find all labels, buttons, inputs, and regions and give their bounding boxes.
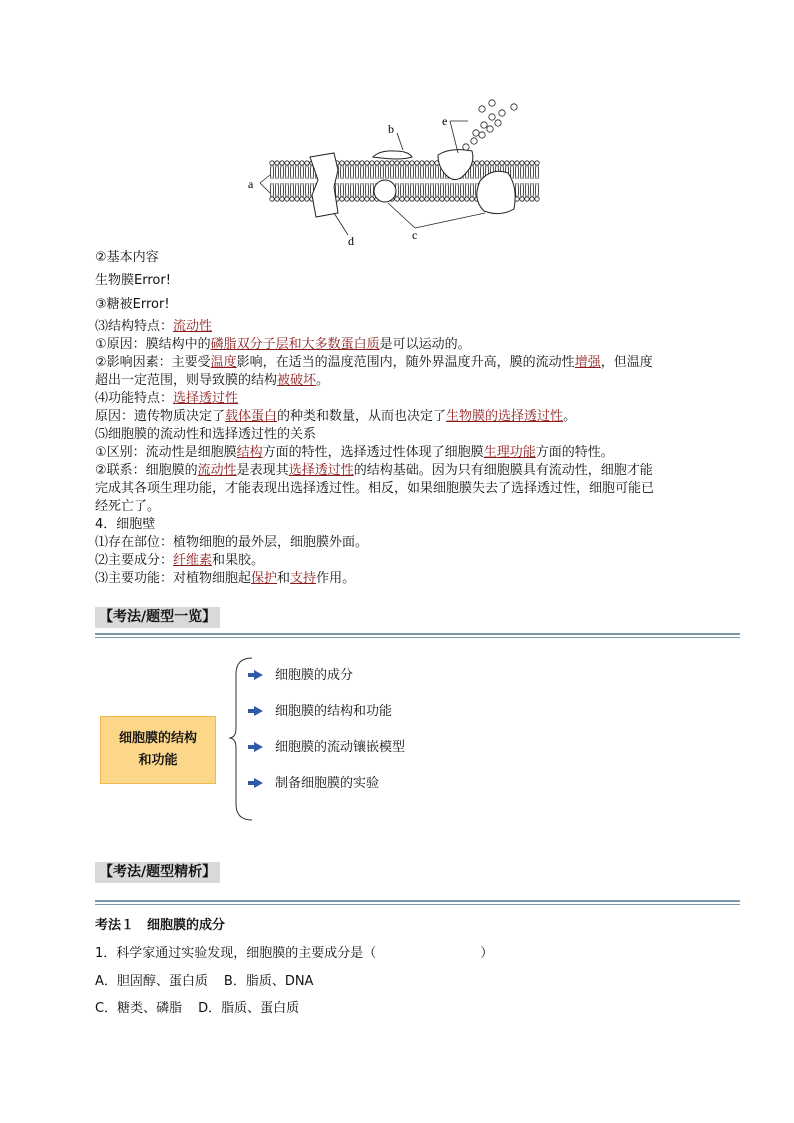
- lipid-head: [530, 197, 534, 201]
- text-line: ⑶结构特点：流动性: [95, 319, 213, 334]
- text-line: ⑸细胞膜的流动性和选择透过性的关系: [95, 427, 317, 442]
- protein-c2: [477, 171, 515, 213]
- lipid-head: [300, 197, 304, 201]
- label-c: c: [412, 228, 418, 242]
- lipid-head: [290, 197, 294, 201]
- arrow-right-icon: [254, 670, 263, 680]
- text-line: ①原因：膜结构中的磷脂双分子层和大多数蛋白质是可以运动的。: [95, 337, 471, 352]
- section-heading-analysis: 【考法/题型精析】: [95, 862, 220, 883]
- label-d: d: [348, 234, 354, 248]
- lipid-head: [390, 161, 394, 165]
- lipid-head: [370, 161, 374, 165]
- lipid-head: [430, 161, 434, 165]
- lipid-head: [350, 161, 354, 165]
- mindmap-item: 制备细胞膜的实验: [254, 772, 379, 791]
- lipid-head: [510, 161, 514, 165]
- text-line: ⑷功能特点：选择透过性: [95, 391, 239, 406]
- sugar-bead: [489, 100, 495, 106]
- lipid-head: [375, 161, 379, 165]
- lipid-head: [295, 161, 299, 165]
- lipid-head: [490, 161, 494, 165]
- lipid-head: [355, 197, 359, 201]
- lipid-head: [425, 161, 429, 165]
- lipid-head: [450, 197, 454, 201]
- lipid-head: [525, 197, 529, 201]
- lipid-head: [415, 197, 419, 201]
- lipid-head: [460, 197, 464, 201]
- lipid-head: [505, 161, 509, 165]
- lipid-head: [420, 197, 424, 201]
- lipid-head: [275, 197, 279, 201]
- lipid-head: [525, 161, 529, 165]
- section-divider: [95, 900, 740, 905]
- lipid-head: [445, 197, 449, 201]
- arrow-right-icon: [254, 742, 263, 752]
- lipid-head: [395, 161, 399, 165]
- lipid-head: [425, 197, 429, 201]
- protein-c1: [374, 180, 396, 202]
- text-line: ②影响因素：主要受温度影响，在适当的温度范围内，随外界温度升高，膜的流动性增强，但温度: [95, 355, 653, 370]
- text-line: 经死亡了。: [95, 499, 161, 514]
- lipid-head: [480, 161, 484, 165]
- mindmap-center-node: [100, 716, 216, 784]
- lipid-head: [355, 161, 359, 165]
- lipid-head: [270, 197, 274, 201]
- lipid-head: [435, 197, 439, 201]
- lipid-head: [415, 161, 419, 165]
- lipid-head: [430, 197, 434, 201]
- text-line: ②基本内容: [95, 250, 159, 265]
- label-a: a: [248, 177, 254, 191]
- lipid-head: [275, 161, 279, 165]
- sugar-bead: [479, 106, 485, 112]
- sugar-bead: [489, 114, 495, 120]
- mindmap-item: 细胞膜的成分: [254, 664, 353, 683]
- lipid-head: [405, 161, 409, 165]
- lipid-head: [405, 197, 409, 201]
- method-heading: 考法１ 细胞膜的成分: [95, 918, 226, 933]
- section-divider: [95, 633, 740, 638]
- text-line: ③糖被Error!: [95, 297, 170, 312]
- text-line: ②联系：细胞膜的流动性是表现其选择透过性的结构基础。因为只有细胞膜具有流动性，细胞才能: [95, 463, 653, 478]
- lipid-head: [285, 197, 289, 201]
- protein-b: [373, 151, 412, 159]
- sugar-bead: [511, 104, 517, 110]
- option-c: C．糖类、磷脂: [95, 1001, 183, 1016]
- mindmap-item: 细胞膜的结构和功能: [254, 700, 392, 719]
- lipid-head: [520, 161, 524, 165]
- lipid-head: [280, 161, 284, 165]
- lipid-head: [295, 197, 299, 201]
- lipid-head: [380, 161, 384, 165]
- lipid-head: [420, 161, 424, 165]
- lipid-head: [340, 161, 344, 165]
- protein-d: [310, 153, 338, 217]
- lipid-head: [350, 197, 354, 201]
- lipid-head: [345, 197, 349, 201]
- lipid-head: [535, 197, 539, 201]
- sugar-bead: [487, 126, 493, 132]
- sugar-bead: [499, 110, 505, 116]
- sugar-bead: [471, 138, 477, 144]
- text-line: 原因：遗传物质决定了载体蛋白的种类和数量，从而也决定了生物膜的选择透过性。: [95, 409, 577, 424]
- sugar-bead: [479, 132, 485, 138]
- lipid-head: [530, 161, 534, 165]
- text-line: 完成其各项生理功能，才能表现出选择透过性。相反，如果细胞膜失去了选择透过性，细胞可能已: [95, 481, 655, 496]
- mindmap-center-line2: 和功能: [138, 753, 178, 768]
- question-stem: 1．科学家通过实验发现，细胞膜的主要成分是（ ）: [95, 946, 494, 961]
- sugar-bead: [463, 144, 469, 150]
- lipid-head: [365, 197, 369, 201]
- mindmap-center-line1: 细胞膜的结构: [118, 731, 197, 746]
- lipid-head: [520, 197, 524, 201]
- lipid-head: [285, 161, 289, 165]
- mindmap-item: 细胞膜的流动镶嵌模型: [254, 736, 405, 755]
- sugar-bead: [495, 120, 501, 126]
- option-b: B．脂质、DNA: [223, 974, 314, 989]
- lipid-head: [465, 197, 469, 201]
- options-row-1: [95, 973, 313, 991]
- lipid-head: [385, 161, 389, 165]
- lipid-head: [455, 197, 459, 201]
- text-line: ①区别：流动性是细胞膜结构方面的特性，选择透过性体现了细胞膜生理功能方面的特性。: [95, 445, 614, 460]
- lipid-head: [340, 197, 344, 201]
- label-e: e: [442, 114, 448, 128]
- text-line: 4．细胞壁: [95, 517, 156, 532]
- text-line: 生物膜Error!: [95, 273, 171, 288]
- lipid-head: [345, 161, 349, 165]
- lipid-head: [305, 161, 309, 165]
- text-line: ⑴存在部位：植物细胞的最外层，细胞膜外面。: [95, 535, 369, 550]
- lipid-head: [485, 161, 489, 165]
- lipid-head: [475, 161, 479, 165]
- arrow-right-icon: [254, 706, 263, 716]
- option-d: D．脂质、蛋白质: [198, 1001, 300, 1016]
- lipid-head: [500, 161, 504, 165]
- label-b: b: [388, 122, 394, 136]
- text-line: ⑶主要功能：对植物细胞起保护和支持作用。: [95, 571, 356, 586]
- lipid-head: [495, 161, 499, 165]
- text-line: ⑵主要成分：纤维素和果胶。: [95, 553, 265, 568]
- sugar-bead: [473, 130, 479, 136]
- lipid-head: [440, 197, 444, 201]
- lipid-head: [400, 161, 404, 165]
- lipid-head: [360, 161, 364, 165]
- option-a: A．胆固醇、蛋白质: [95, 974, 208, 989]
- arrow-right-icon: [254, 778, 263, 788]
- lipid-head: [365, 161, 369, 165]
- cell-membrane-diagram: [240, 95, 550, 250]
- lipid-head: [270, 161, 274, 165]
- options-row-2: [95, 1000, 299, 1018]
- lipid-head: [535, 161, 539, 165]
- sugar-bead: [481, 122, 487, 128]
- lipid-head: [290, 161, 294, 165]
- lipid-head: [300, 161, 304, 165]
- lipid-head: [400, 197, 404, 201]
- lipid-head: [515, 161, 519, 165]
- lipid-head: [395, 197, 399, 201]
- lipid-head: [410, 197, 414, 201]
- mindmap-brace: [228, 654, 254, 824]
- section-heading-overview: 【考法/题型一览】: [95, 607, 220, 628]
- lipid-head: [410, 161, 414, 165]
- lipid-head: [280, 197, 284, 201]
- lipid-head: [470, 197, 474, 201]
- lipid-head: [360, 197, 364, 201]
- lipid-head: [370, 197, 374, 201]
- text-line: 超出一定范围，则导致膜的结构被破坏。: [95, 373, 330, 388]
- lipid-head: [305, 197, 309, 201]
